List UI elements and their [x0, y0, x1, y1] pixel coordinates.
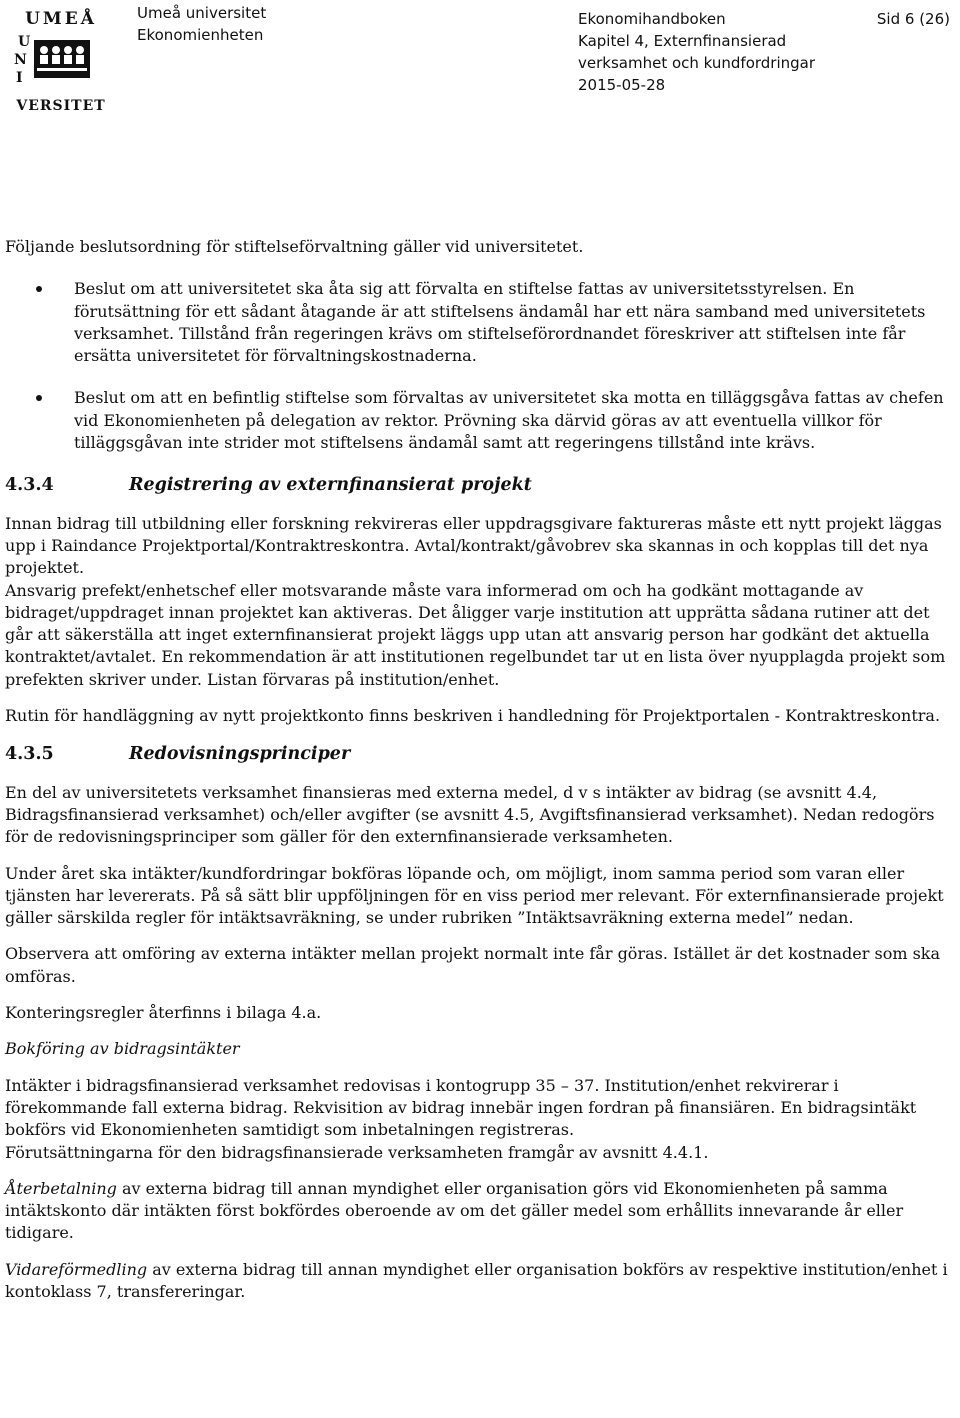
- header-org-line2: Ekonomienheten: [137, 26, 264, 44]
- list-item: [5, 278, 951, 367]
- paragraph-aterbetalning: [5, 1178, 951, 1245]
- header-page-number: [877, 8, 950, 30]
- page-label: Sid 6 (26): [876, 10, 950, 28]
- section-title: Registrering av externfinansierat projekt: [129, 475, 532, 496]
- paragraph: Ansvarig prefekt/enhetschef eller motsvarande måste vara informerad om och ha godkänt mottagande av bidraget/uppdraget innan projektet kan aktiveras. Det åligger varje institution att upprätta sådana rutiner att det går att säkerställa att inget externfinansierat projekt läggs upp utan att ansvarig person har godkänt det aktuella kontraktet/avtalet. En rekommendation är att institutionen regelbundet tar ut en lista över nyupplagda projekt som prefekten skriver under. Listan förvaras på institution/enhet.: [5, 580, 946, 689]
- paragraph: Intäkter i bidragsfinansierad verksamhet redovisas i kontogrupp 35 – 37. Institution/enhet rekvirerar i förekommande fall externa bidrag. Rekvisition av bidrag innebär ingen fordran på finansiären. En bidragsintäkt bokförs vid Ekonomienheten samtidigt som inbetalningen registreras.: [5, 1075, 917, 1140]
- section-heading-435: [5, 743, 951, 765]
- university-seal-logo: [4, 2, 118, 116]
- svg-text:N: N: [14, 52, 27, 68]
- term-aterbetalning: Återbetalning: [5, 1178, 117, 1198]
- svg-text:VERSITET: VERSITET: [16, 98, 106, 114]
- paragraph: Observera att omföring av externa intäkter mellan projekt normalt inte får göras. Istället är det kostnader som ska omföras.: [5, 944, 941, 986]
- paragraph: Rutin för handläggning av nytt projektkonto finns beskriven i handledning för Projektportalen - Kontraktreskontra.: [5, 706, 941, 726]
- header-org-line1: Umeå universitet: [137, 4, 267, 22]
- header-doc-line2: Kapitel 4, Externfinansierad: [578, 32, 787, 50]
- paragraph: Under året ska intäkter/kundfordringar bokföras löpande och, om möjligt, inom samma period som varan eller tjänsten har levererats. På så sätt blir uppföljningen för en viss period mer relevant. För externfinansierade projekt gäller särskilda regler för intäktsavräkning, se under rubriken ”Intäktsavräkning externa medel” nedan.: [5, 863, 944, 928]
- header-doc-line3: verksamhet och kundfordringar: [578, 54, 816, 72]
- text-vidareformedling: av externa bidrag till annan myndighet eller organisation bokförs av respektive institution/enhet i kontoklass 7, transfereringar.: [5, 1259, 948, 1301]
- paragraph: Innan bidrag till utbildning eller forskning rekvireras eller uppdragsgivare faktureras måste ett nytt projekt läggas upp i Raindance Projektportal/Kontraktreskontra. Avtal/kontrakt/gåvobrev ska skannas in och kopplas till det nya projektet.: [5, 513, 942, 578]
- section-heading-434: [5, 474, 951, 496]
- bullet-text-1: Beslut om att universitetet ska åta sig att förvalta en stiftelse fattas av universitetsstyrelsen. En förutsättning för ett sådant åtagande är att stiftelsens ändamål har ett nära samband med universitetets verksamhet. Tillstånd från regeringen krävs om stiftelseförordnandet föreskriver att stiftelsen inte får ersätta universitetet för förvaltningskostnaderna.: [74, 279, 926, 366]
- paragraph: Konteringsregler återfinns i bilaga 4.a.: [5, 1003, 322, 1023]
- bullet-icon: [36, 395, 42, 401]
- section-number: 4.3.4: [5, 475, 54, 496]
- paragraph: Förutsättningarna för den bidragsfinansierade verksamheten framgår av avsnitt 4.4.1.: [5, 1142, 709, 1162]
- header-document-info: [578, 8, 815, 96]
- section-title: Redovisningsprinciper: [129, 744, 351, 765]
- paragraph-vidareformedling: [5, 1259, 951, 1304]
- document-body: [5, 236, 951, 1303]
- intro-paragraph: Följande beslutsordning för stiftelseförvaltning gäller vid universitetet.: [5, 237, 584, 256]
- section-number: 4.3.5: [5, 744, 54, 765]
- text-aterbetalning: av externa bidrag till annan myndighet eller organisation görs vid Ekonomienheten på samma intäktskonto där intäkten först bokfördes oberoende av om det gäller medel som erhållits innevarande år eller tidigare.: [5, 1178, 904, 1243]
- svg-text:I: I: [16, 70, 23, 86]
- bullet-icon: [36, 286, 42, 292]
- subheading-bokforing: Bokföring av bidragsintäkter: [5, 1039, 240, 1059]
- header-organization: [137, 2, 266, 46]
- paragraph: En del av universitetets verksamhet finansieras med externa medel, d v s intäkter av bidrag (se avsnitt 4.4, Bidragsfinansierad verksamhet) och/eller avgifter (se avsnitt 4.5, Avgiftsfinansierad verksamhet). Nedan redogörs för de redovisningsprinciper som gäller för den externfinansierade verksamheten.: [5, 782, 935, 847]
- term-vidareformedling: Vidareförmedling: [5, 1259, 148, 1279]
- header-doc-line1: Ekonomihandboken: [578, 10, 726, 28]
- svg-text:UMEÅ: UMEÅ: [25, 9, 97, 29]
- svg-text:U: U: [18, 34, 31, 50]
- bullet-text-2: Beslut om att en befintlig stiftelse som förvaltas av universitetet ska motta en tilläggsgåva fattas av chefen vid Ekonomienheten på delegation av rektor. Prövning ska därvid göras av att eventuella villkor för tilläggsgåvan inte strider mot stiftelsens ändamål samt att regeringens tillstånd inte krävs.: [74, 388, 944, 453]
- list-item: [5, 387, 951, 454]
- decision-list: [5, 278, 951, 454]
- header-doc-date: 2015-05-28: [578, 76, 666, 94]
